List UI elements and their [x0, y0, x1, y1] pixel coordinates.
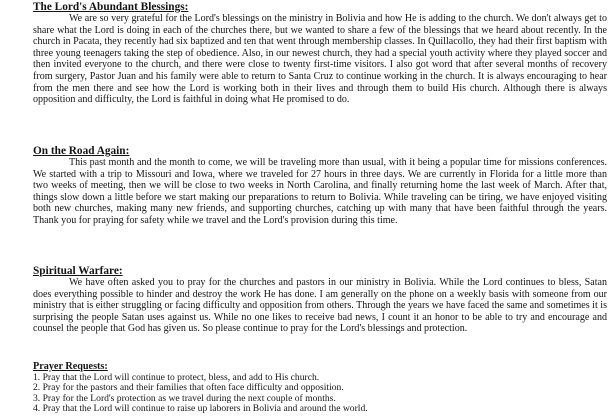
section-body-road: This past month and the month to come, we will be traveling more than usual, with it being a popular time for missions conferences. We started with a trip to Missouri and Iowa, where we traveled for 27 hours in three days. We are currently in Florida for a little more than two weeks of meeting, then we will be close to two weeks in North Carolina, and finally returning home the last week of March. After that, things slow down a little before we start making our preparations to return to Bolivia. While traveling can be tiring, we have enjoyed visiting both new churches, making many new friends, and supporting churches, catching up with many that have been faithful through the years. Thank you for praying for safety while we travel and the Lord's provision during this time.: [33, 157, 607, 226]
section-heading-blessings: The Lord's Abundant Blessings:: [33, 1, 189, 13]
prayer-request-item: 2. Pray for the pastors and their families that often face difficulty and opposition.: [33, 382, 344, 394]
prayer-request-item: 4. Pray that the Lord will continue to raise up laborers in Bolivia and around the world.: [33, 402, 368, 414]
prayer-request-list: [33, 373, 607, 414]
section-heading-warfare: Spiritual Warfare:: [33, 265, 123, 277]
section-body-warfare: We have often asked you to pray for the churches and pastors in our ministry in Bolivia. While the Lord continues to bless, Satan does everything possible to hinder and destroy the work He has done. I am generally on the phone on a weekly basis with someone from our ministry that is either struggling or facing difficulty and opposition from others. Through the years we have faced the same and sometimes it is surprising the people Satan uses against us. While no one likes to receive bad news, I count it an honor to be able to try and encourage and counsel the people that God has given us. So please continue to pray for the Lord's blessings and protection.: [33, 277, 607, 335]
prayer-request-item: 1. Pray that the Lord will continue to protect, bless, and add to His church.: [33, 372, 320, 383]
prayer-request-item: 3. Pray for the Lord's protection as we travel during the next couple of months.: [33, 392, 336, 404]
prayer-requests-heading: Prayer Requests:: [33, 361, 108, 372]
section-body-blessings: We are so very grateful for the Lord's blessings on the ministry in Bolivia and how He is adding to the church. We don't always get to share what the Lord is doing in each of the churches there, but we wanted to share a few of the blessings that we heard about recently. In the church in Pacata, they recently had six baptized and ten that went through membership classes. In Quillacollo, they had their first baptism with three young teenagers taking the step of obedience. Also, in our newest church, they had a special youth activity where they played soccer and then invited everyone to the church, and there were close to twenty first-time visitors. I also got word that after several months of recovery from surgery, Pastor Juan and his family were able to return to Santa Cruz to continue working in the church. It is always encouraging to hear from the men there and see how the Lord is working both in their lives and through them to build His church. Although there is always opposition and difficulty, the Lord is faithful in doing what He promised to do.: [33, 13, 607, 106]
section-heading-road: On the Road Again:: [33, 145, 130, 157]
